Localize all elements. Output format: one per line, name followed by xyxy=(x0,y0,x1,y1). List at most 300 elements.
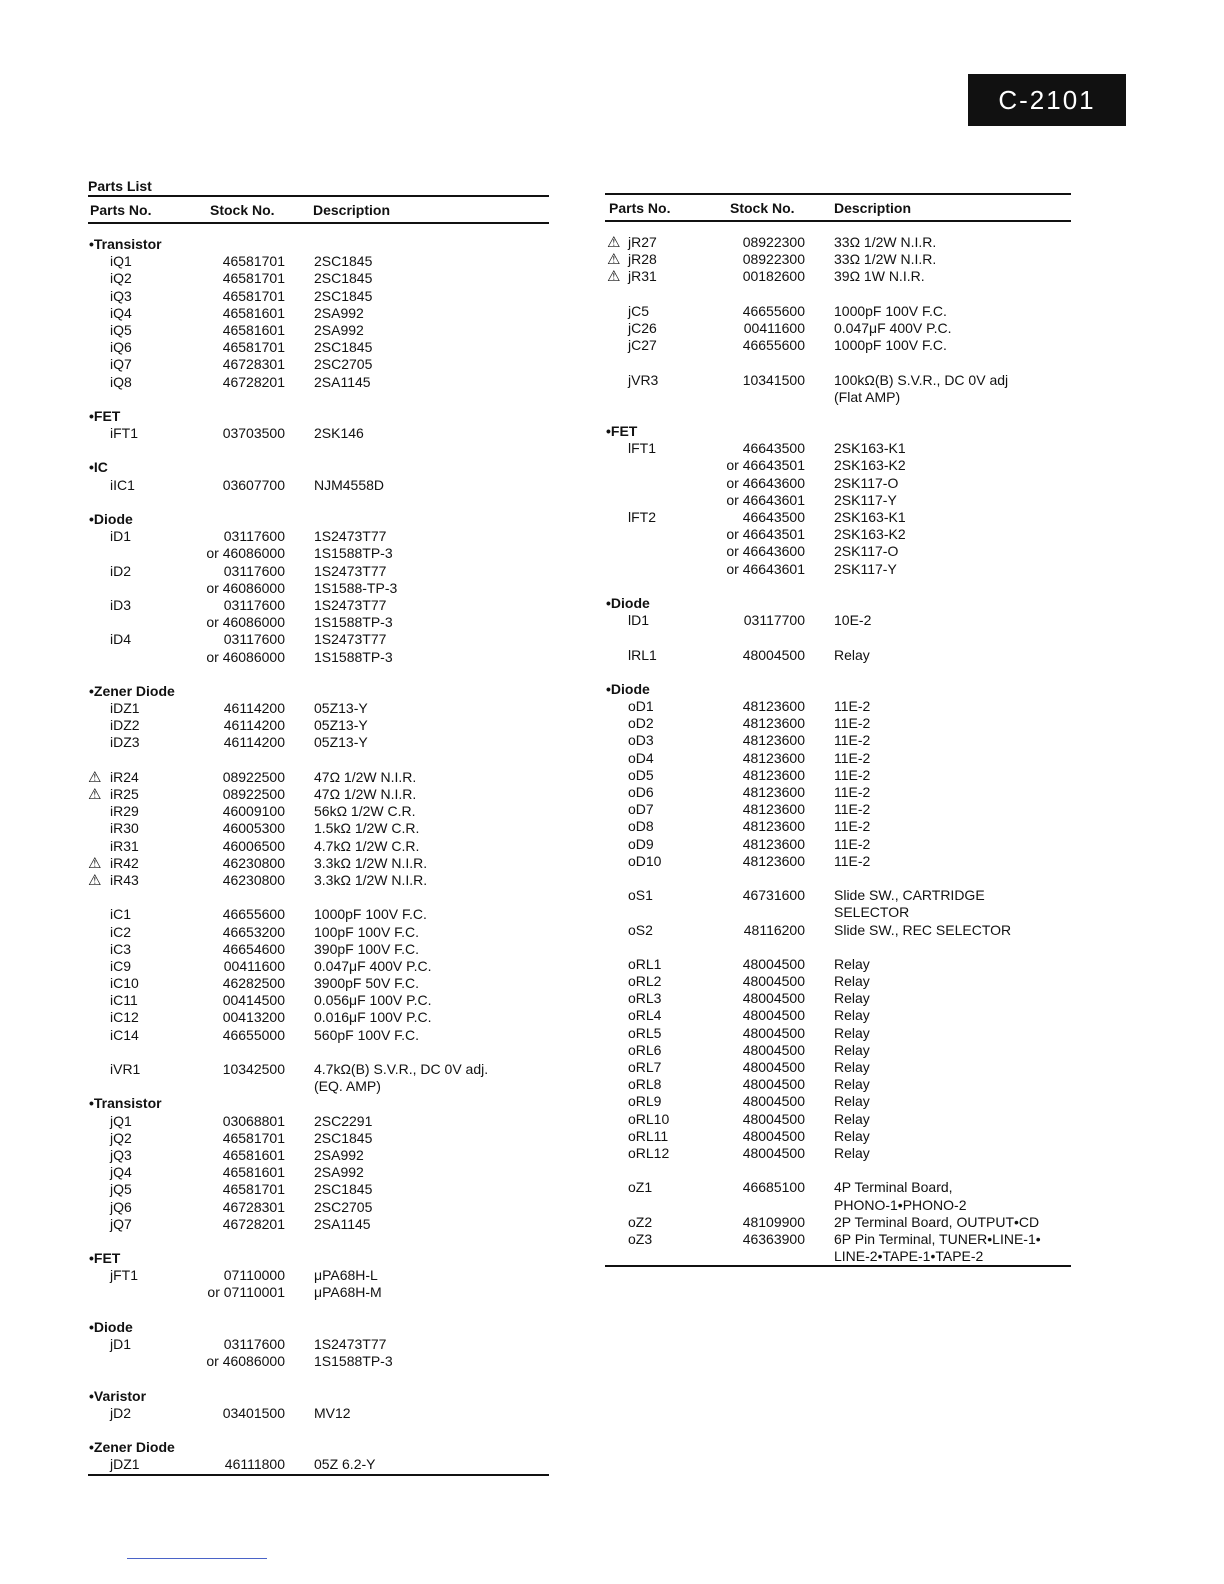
part-number: jQ4 xyxy=(110,1164,132,1181)
part-description: 4P Terminal Board, xyxy=(834,1179,953,1196)
table-row xyxy=(88,528,549,545)
part-number: iDZ3 xyxy=(110,734,140,751)
part-number: iC3 xyxy=(110,940,132,957)
warning-triangle-icon: ⚠ xyxy=(607,234,621,251)
group-heading xyxy=(88,1439,549,1456)
part-number: iR43 xyxy=(110,871,139,888)
part-number: oRL11 xyxy=(628,1127,669,1144)
part-number: oS1 xyxy=(628,887,653,904)
table-row xyxy=(605,475,1071,492)
table-row xyxy=(88,769,549,786)
stock-number: 46009100 xyxy=(222,803,285,820)
part-number: iDZ1 xyxy=(110,700,140,717)
stock-number: 48123600 xyxy=(742,852,805,869)
table-row xyxy=(88,1078,549,1095)
parts-table-right xyxy=(605,193,1071,1267)
part-description: Relay xyxy=(834,990,870,1007)
part-number: lFT2 xyxy=(628,509,656,525)
group-heading xyxy=(88,408,549,425)
blank-row xyxy=(88,1233,549,1250)
part-description: 11E-2 xyxy=(834,801,871,818)
part-description: 2SC2705 xyxy=(314,1198,373,1215)
warning-triangle-icon: ⚠ xyxy=(607,251,621,269)
stock-number: 08922300 xyxy=(742,234,805,250)
group-label: •FET xyxy=(89,1250,121,1267)
part-number: oRL8 xyxy=(628,1076,662,1093)
parts-rows-right xyxy=(605,234,1071,1265)
stock-number: 46114200 xyxy=(223,700,285,717)
table-bottom-rule xyxy=(88,1474,549,1476)
part-description: 560pF 100V F.C. xyxy=(314,1026,420,1043)
table-row xyxy=(88,631,549,648)
part-description: 2SC2705 xyxy=(314,356,373,373)
stock-number: 48123600 xyxy=(742,766,805,783)
table-row xyxy=(605,1111,1071,1128)
stock-number: 46363900 xyxy=(742,1230,805,1247)
stock-number: 46581701 xyxy=(222,253,285,270)
group-heading xyxy=(88,1250,549,1267)
table-row xyxy=(605,612,1071,629)
stock-number: 48004500 xyxy=(742,1076,805,1093)
table-row xyxy=(605,526,1071,543)
header-description: Description xyxy=(313,202,391,218)
stock-number: 46643500 xyxy=(742,509,805,525)
part-description: 2SC2291 xyxy=(314,1112,373,1129)
blank-row xyxy=(605,664,1071,681)
part-description: Slide SW., REC SELECTOR xyxy=(834,921,1012,938)
table-row xyxy=(88,1027,549,1044)
part-number: iQ4 xyxy=(110,304,132,321)
group-label: •Zener Diode xyxy=(89,1439,175,1456)
table-row xyxy=(605,543,1071,560)
part-description: 2SK117-O xyxy=(834,543,899,560)
part-description: μPA68H-M xyxy=(314,1284,382,1301)
header-stock-no: Stock No. xyxy=(730,200,795,216)
table-row xyxy=(88,1113,549,1130)
part-description: Relay xyxy=(834,955,870,972)
table-row xyxy=(605,337,1071,354)
part-number: iC12 xyxy=(110,1009,139,1026)
part-number: iQ6 xyxy=(110,339,132,356)
stock-number: or 46643600 xyxy=(726,474,805,491)
stock-number: 46728301 xyxy=(222,356,285,373)
part-description: 3900pF 50V F.C. xyxy=(314,975,420,992)
table-row xyxy=(605,509,1071,526)
table-row xyxy=(88,1284,549,1301)
part-description: 11E-2 xyxy=(834,715,871,732)
table-row xyxy=(88,614,549,631)
stock-number: 10341500 xyxy=(742,371,805,388)
warning-triangle-icon: ⚠ xyxy=(88,854,102,872)
table-row xyxy=(88,1147,549,1164)
stock-number: 46282500 xyxy=(222,975,285,992)
table-row xyxy=(88,838,549,855)
blank-row xyxy=(605,870,1071,887)
part-description: 2SK117-O xyxy=(834,474,899,491)
part-number: iDZ2 xyxy=(110,717,140,734)
model-badge: C-2101 xyxy=(968,74,1126,126)
blank-row xyxy=(605,354,1071,371)
stock-number: 48123600 xyxy=(742,835,805,852)
stock-number: 46685100 xyxy=(742,1179,805,1196)
part-description: 2P Terminal Board, OUTPUT•CD xyxy=(834,1213,1040,1230)
table-row xyxy=(605,1248,1071,1265)
part-description: 39Ω 1W N.I.R. xyxy=(834,268,925,285)
stock-number: 48004500 xyxy=(742,990,805,1007)
part-description: 1000pF 100V F.C. xyxy=(314,906,427,923)
part-number: oRL5 xyxy=(628,1024,662,1041)
part-number: iR24 xyxy=(110,768,139,785)
part-description: 0.056μF 100V P.C. xyxy=(314,992,432,1009)
table-row xyxy=(605,973,1071,990)
part-number: jR27 xyxy=(628,234,657,250)
warning-triangle-icon: ⚠ xyxy=(88,768,102,786)
part-number: iQ8 xyxy=(110,373,132,390)
group-heading xyxy=(88,511,549,528)
part-number: oRL3 xyxy=(628,990,662,1007)
part-description: SELECTOR xyxy=(834,904,910,921)
table-row xyxy=(605,887,1071,904)
table-row xyxy=(88,941,549,958)
stock-number: 46114200 xyxy=(223,717,285,734)
stock-number: 48123600 xyxy=(742,818,805,835)
part-description: 0.047μF 400V P.C. xyxy=(314,957,432,974)
stock-number: 46230800 xyxy=(222,854,285,871)
table-row xyxy=(605,904,1071,921)
part-number: jC26 xyxy=(628,319,657,336)
table-row xyxy=(605,732,1071,749)
part-description: PHONO-1•PHONO-2 xyxy=(834,1196,967,1213)
stock-number: 48116200 xyxy=(743,921,805,938)
stock-number: 46581701 xyxy=(222,339,285,356)
table-row xyxy=(88,1181,549,1198)
stock-number: 46581701 xyxy=(222,270,285,287)
part-description: 390pF 100V F.C. xyxy=(314,940,420,957)
page-title: Parts List xyxy=(88,178,152,194)
part-number: oRL10 xyxy=(628,1110,670,1127)
table-row xyxy=(605,1128,1071,1145)
blank-row xyxy=(88,752,549,769)
stock-number: 48004500 xyxy=(742,1007,805,1024)
part-description: 4.7kΩ(B) S.V.R., DC 0V adj. xyxy=(314,1061,489,1077)
part-description: 2SC1845 xyxy=(314,287,373,304)
table-bottom-rule xyxy=(605,1265,1071,1267)
table-row xyxy=(88,872,549,889)
part-number: iR42 xyxy=(110,854,139,871)
table-row xyxy=(88,1267,549,1284)
part-number: iC10 xyxy=(110,975,139,992)
table-row xyxy=(88,580,549,597)
part-description: 47Ω 1/2W N.I.R. xyxy=(314,786,417,802)
table-row xyxy=(88,924,549,941)
part-description: 1S2473T77 xyxy=(314,596,387,613)
stock-number: or 46086000 xyxy=(206,614,285,631)
table-row xyxy=(88,700,549,717)
stock-number: or 46086000 xyxy=(206,579,285,596)
part-number: oRL4 xyxy=(628,1007,662,1024)
table-row xyxy=(605,1231,1071,1248)
parts-rows-left xyxy=(88,236,549,1474)
stock-number: 03401500 xyxy=(222,1404,285,1421)
stock-number: 07110000 xyxy=(223,1267,285,1284)
part-description: 33Ω 1/2W N.I.R. xyxy=(834,234,937,250)
part-number: jR31 xyxy=(628,268,657,285)
part-description: 6P Pin Terminal, TUNER•LINE-1• xyxy=(834,1230,1041,1247)
stock-number: or 07110001 xyxy=(207,1284,285,1301)
stock-number: 46653200 xyxy=(222,923,285,940)
part-description: 10E-2 xyxy=(834,612,872,629)
part-description: Relay xyxy=(834,1093,870,1110)
group-heading xyxy=(88,459,549,476)
part-number: iQ5 xyxy=(110,321,132,338)
group-label: •Transistor xyxy=(89,236,162,252)
part-description: Relay xyxy=(834,1110,870,1127)
stock-number: 00411600 xyxy=(223,957,285,974)
part-description: Relay xyxy=(834,1144,870,1161)
table-row xyxy=(88,1061,549,1078)
part-number: jC5 xyxy=(628,302,650,319)
table-row xyxy=(605,750,1071,767)
table-row xyxy=(88,906,549,923)
part-description: 2SA1145 xyxy=(314,373,371,390)
part-number: iIC1 xyxy=(110,476,135,493)
group-label: •IC xyxy=(89,459,108,476)
table-row xyxy=(605,1007,1071,1024)
part-number: oRL12 xyxy=(628,1144,670,1161)
stock-number: 46581701 xyxy=(222,1181,285,1198)
header-description: Description xyxy=(834,200,912,216)
part-number: iD4 xyxy=(110,631,132,648)
stock-number: 46654600 xyxy=(222,940,285,957)
stock-number: 46728201 xyxy=(222,373,285,390)
table-row xyxy=(605,990,1071,1007)
part-description: 05Z13-Y xyxy=(314,700,368,717)
part-description: 1.5kΩ 1/2W C.R. xyxy=(314,820,420,837)
table-row xyxy=(605,1059,1071,1076)
group-heading xyxy=(88,236,549,253)
part-number: oD2 xyxy=(628,715,654,732)
group-label: •FET xyxy=(89,407,121,424)
part-number: iD2 xyxy=(110,562,132,579)
part-description: 1000pF 100V F.C. xyxy=(834,302,947,319)
table-row xyxy=(88,339,549,356)
part-number: oS2 xyxy=(628,921,653,938)
stock-number: 48004500 xyxy=(742,1110,805,1127)
stock-number: 46731600 xyxy=(742,887,805,904)
table-row xyxy=(88,855,549,872)
part-number: oZ3 xyxy=(628,1230,653,1247)
stock-number: or 46086000 xyxy=(206,1353,285,1370)
group-label: •Zener Diode xyxy=(89,682,175,699)
part-description: 33Ω 1/2W N.I.R. xyxy=(834,251,937,268)
part-description: 11E-2 xyxy=(834,698,871,715)
stock-number: or 46643600 xyxy=(726,543,805,560)
stock-number: 10342500 xyxy=(222,1061,285,1077)
stock-number: 46581601 xyxy=(222,1146,285,1163)
stock-number: or 46643501 xyxy=(726,526,805,543)
table-row xyxy=(88,1456,549,1473)
table-row xyxy=(88,1164,549,1181)
part-number: iC11 xyxy=(110,992,138,1009)
group-heading xyxy=(88,1388,549,1405)
part-description: 3.3kΩ 1/2W N.I.R. xyxy=(314,854,428,871)
part-number: oD5 xyxy=(628,766,654,783)
stock-number: 48004500 xyxy=(742,1127,805,1144)
stock-number: 46581701 xyxy=(222,287,285,304)
part-description: 2SA992 xyxy=(314,321,364,338)
stock-number: 46728201 xyxy=(222,1215,285,1232)
part-number: lD1 xyxy=(628,612,650,629)
table-row xyxy=(605,440,1071,457)
table-row xyxy=(605,767,1071,784)
blank-row xyxy=(88,1302,549,1319)
part-description: 05Z13-Y xyxy=(314,717,368,734)
table-row xyxy=(605,492,1071,509)
table-row xyxy=(88,288,549,305)
group-heading xyxy=(88,683,549,700)
stock-number: 48004500 xyxy=(742,973,805,990)
stock-number: 48123600 xyxy=(742,749,805,766)
part-description: 2SK163-K1 xyxy=(834,509,906,525)
blank-row xyxy=(88,494,549,511)
table-row xyxy=(88,820,549,837)
part-number: iR30 xyxy=(110,820,139,837)
table-row xyxy=(88,563,549,580)
part-description: μPA68H-L xyxy=(314,1267,378,1284)
table-row xyxy=(605,1042,1071,1059)
table-header xyxy=(88,195,549,224)
stock-number: 00413200 xyxy=(222,1009,285,1026)
table-row xyxy=(88,1353,549,1370)
stock-number: 46006500 xyxy=(222,837,285,854)
part-number: jQ1 xyxy=(110,1112,132,1129)
table-row xyxy=(88,322,549,339)
part-description: 56kΩ 1/2W C.R. xyxy=(314,803,416,820)
part-description: 2SK146 xyxy=(314,425,364,442)
part-description: 2SA992 xyxy=(314,1146,364,1163)
stock-number: 48004500 xyxy=(742,646,805,663)
table-row xyxy=(88,374,549,391)
stock-number: 48004500 xyxy=(742,1059,805,1075)
table-row xyxy=(88,649,549,666)
stock-number: 03117600 xyxy=(223,596,285,613)
part-description: 1S2473T77 xyxy=(314,1336,387,1352)
part-description: 100kΩ(B) S.V.R., DC 0V adj xyxy=(834,371,1009,388)
stock-number: 48004500 xyxy=(742,1093,805,1110)
part-number: oD3 xyxy=(628,732,654,749)
table-row xyxy=(605,818,1071,835)
part-number: oD9 xyxy=(628,835,654,852)
table-row xyxy=(88,270,549,287)
part-number: iQ3 xyxy=(110,287,132,304)
part-number: jQ3 xyxy=(110,1146,132,1163)
part-number: oRL7 xyxy=(628,1059,662,1075)
header-parts-no: Parts No. xyxy=(609,200,671,216)
part-description: NJM4558D xyxy=(314,476,385,493)
table-row xyxy=(605,389,1071,406)
part-number: jQ2 xyxy=(110,1129,132,1146)
table-row xyxy=(88,1405,549,1422)
header-parts-no: Parts No. xyxy=(90,202,152,218)
stock-number: 46230800 xyxy=(222,871,285,888)
part-description: 2SK163-K2 xyxy=(834,457,906,474)
part-description: 11E-2 xyxy=(834,749,871,766)
table-row xyxy=(605,715,1071,732)
table-row xyxy=(88,734,549,751)
part-number: iFT1 xyxy=(110,425,138,442)
blank-row xyxy=(88,442,549,459)
table-row xyxy=(605,956,1071,973)
table-row xyxy=(605,1179,1071,1196)
part-description: (Flat AMP) xyxy=(834,388,901,405)
group-label: •Diode xyxy=(606,680,650,697)
stock-number: 48004500 xyxy=(742,1041,805,1058)
stock-number: 00182600 xyxy=(742,268,805,285)
part-number: iC9 xyxy=(110,957,132,974)
stock-number: 08922300 xyxy=(742,251,805,268)
group-label: •FET xyxy=(606,423,638,440)
stock-number: or 46643601 xyxy=(726,491,805,508)
part-number: iQ7 xyxy=(110,356,132,373)
warning-triangle-icon: ⚠ xyxy=(88,871,102,889)
group-heading xyxy=(605,423,1071,440)
stock-number: 46005300 xyxy=(222,820,285,837)
part-description: 2SC1845 xyxy=(314,339,373,356)
part-description: MV12 xyxy=(314,1404,351,1421)
blank-row xyxy=(88,666,549,683)
stock-number: 46728301 xyxy=(222,1198,285,1215)
table-row xyxy=(88,958,549,975)
part-number: iD1 xyxy=(110,528,132,545)
stock-number: 48123600 xyxy=(742,801,805,818)
stock-number: 48004500 xyxy=(742,1024,805,1041)
stock-number: 46581601 xyxy=(222,1164,285,1181)
part-number: oRL1 xyxy=(628,955,662,972)
warning-triangle-icon: ⚠ xyxy=(88,786,102,803)
blank-row xyxy=(605,406,1071,423)
table-row xyxy=(88,1216,549,1233)
part-description: 11E-2 xyxy=(834,732,871,749)
table-row xyxy=(605,853,1071,870)
table-row xyxy=(605,1076,1071,1093)
part-description: 1S1588TP-3 xyxy=(314,1353,393,1370)
part-description: 2SA992 xyxy=(314,1164,364,1181)
part-description: Slide SW., CARTRIDGE xyxy=(834,887,985,904)
stock-number: 46655600 xyxy=(742,302,805,319)
stock-number: 03117600 xyxy=(223,631,285,648)
part-number: oZ2 xyxy=(628,1213,653,1230)
stock-number: or 46643501 xyxy=(726,457,805,474)
blank-row xyxy=(605,939,1071,956)
stock-number: 03117600 xyxy=(223,562,285,579)
part-number: oRL2 xyxy=(628,973,662,990)
table-row xyxy=(88,992,549,1009)
part-description: 11E-2 xyxy=(834,818,871,835)
part-description: 11E-2 xyxy=(834,835,871,852)
part-description: 1S1588-TP-3 xyxy=(314,579,398,596)
table-row xyxy=(605,457,1071,474)
stock-number: or 46086000 xyxy=(206,545,285,562)
group-heading xyxy=(88,1095,549,1112)
part-description: 1S2473T77 xyxy=(314,528,387,545)
part-description: 2SK117-Y xyxy=(834,491,897,508)
stock-number: 46111800 xyxy=(224,1456,285,1473)
part-description: 05Z 6.2-Y xyxy=(314,1456,376,1473)
blank-row xyxy=(88,1044,549,1061)
stock-number: 46655600 xyxy=(222,906,285,923)
table-row xyxy=(88,975,549,992)
part-number: jD2 xyxy=(110,1404,132,1421)
